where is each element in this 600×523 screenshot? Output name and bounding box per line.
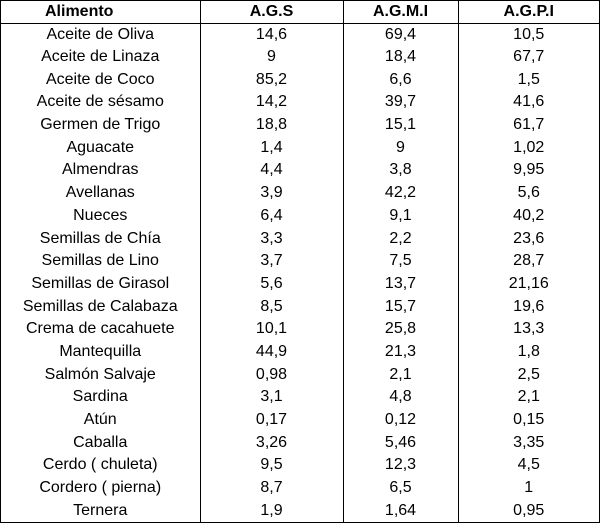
agpi-value-cell: 1,5 (458, 68, 599, 91)
table-row (1, 499, 599, 522)
agmi-value-cell: 0,12 (343, 409, 458, 432)
ags-value-cell: 3,3 (200, 227, 343, 250)
table-row (1, 46, 599, 69)
agmi-value-cell: 5,46 (343, 431, 458, 454)
food-name-cell: Atún (83, 411, 117, 429)
agpi-value-cell: 19,6 (458, 295, 599, 318)
agmi-value-cell: 2,1 (343, 363, 458, 386)
food-name-cell: Aceite de Linaza (41, 48, 160, 66)
agmi-value-cell: 42,2 (343, 182, 458, 205)
agpi-value-cell: 9,95 (458, 159, 599, 182)
food-name-cell: Aceite de Coco (45, 70, 155, 88)
agpi-value-cell: 41,6 (458, 91, 599, 114)
agpi-value-cell: 23,6 (458, 227, 599, 250)
agpi-value-cell: 10,5 (458, 23, 599, 46)
ags-value-cell: 14,2 (200, 91, 343, 114)
food-name-cell: Aceite de sésamo (36, 93, 164, 111)
ags-value-cell: 0,98 (200, 363, 343, 386)
agmi-value-cell: 9,1 (343, 205, 458, 228)
agmi-value-cell: 13,7 (343, 273, 458, 296)
agmi-value-cell: 69,4 (343, 23, 458, 46)
ags-value-cell: 8,7 (200, 477, 343, 500)
food-name-cell: Semillas de Girasol (31, 274, 170, 292)
ags-value-cell: 14,6 (200, 23, 343, 46)
agpi-value-cell: 1,8 (458, 341, 599, 364)
ags-value-cell: 5,6 (200, 273, 343, 296)
ags-value-cell: 9,5 (200, 454, 343, 477)
table-row (1, 205, 599, 228)
agpi-value-cell: 1 (458, 477, 599, 500)
table-body (1, 23, 599, 522)
table-row (1, 386, 599, 409)
agmi-value-cell: 25,8 (343, 318, 458, 341)
table-row (1, 363, 599, 386)
table-row (1, 114, 599, 137)
table-row (1, 477, 599, 500)
ags-value-cell: 3,9 (200, 182, 343, 205)
table-row (1, 23, 599, 46)
food-name-cell: Aceite de Oliva (46, 25, 155, 43)
food-name-cell: Cordero ( pierna) (39, 479, 162, 497)
food-name-cell: Semillas de Calabaza (22, 297, 178, 315)
ags-value-cell: 6,4 (200, 205, 343, 228)
table-row (1, 227, 599, 250)
agmi-value-cell: 18,4 (343, 46, 458, 69)
fat-composition-table (1, 1, 599, 522)
agmi-value-cell: 4,8 (343, 386, 458, 409)
table-row (1, 273, 599, 296)
food-name-cell: Mantequilla (59, 342, 142, 360)
ags-value-cell: 10,1 (200, 318, 343, 341)
food-name-cell: Almendras (62, 161, 139, 179)
agpi-value-cell: 5,6 (458, 182, 599, 205)
agpi-value-cell: 40,2 (458, 205, 599, 228)
food-name-cell: Semillas de Lino (41, 252, 159, 270)
agmi-value-cell: 39,7 (343, 91, 458, 114)
agpi-value-cell: 28,7 (458, 250, 599, 273)
agpi-value-cell: 2,1 (458, 386, 599, 409)
header-ags: A.G.S (200, 1, 343, 23)
ags-value-cell: 1,4 (200, 136, 343, 159)
agpi-value-cell: 3,35 (458, 431, 599, 454)
ags-value-cell: 85,2 (200, 68, 343, 91)
agmi-value-cell: 15,7 (343, 295, 458, 318)
agpi-value-cell: 67,7 (458, 46, 599, 69)
agmi-value-cell: 15,1 (343, 114, 458, 137)
ags-value-cell: 3,26 (200, 431, 343, 454)
food-name-cell: Nueces (73, 206, 128, 224)
food-name-cell: Cerdo ( chuleta) (42, 456, 158, 474)
agmi-value-cell: 21,3 (343, 341, 458, 364)
table-row (1, 159, 599, 182)
ags-value-cell: 3,1 (200, 386, 343, 409)
ags-value-cell: 18,8 (200, 114, 343, 137)
agpi-value-cell: 61,7 (458, 114, 599, 137)
table-header (1, 1, 599, 23)
food-name-cell: Caballa (73, 433, 128, 451)
header-agmi: A.G.M.I (343, 1, 458, 23)
food-name-cell: Semillas de Chía (39, 229, 161, 247)
table-row (1, 182, 599, 205)
table-row (1, 341, 599, 364)
agpi-value-cell: 4,5 (458, 454, 599, 477)
agpi-value-cell: 1,02 (458, 136, 599, 159)
header-agpi: A.G.P.I (458, 1, 599, 23)
food-name-cell: Aguacate (66, 138, 135, 156)
table-row (1, 431, 599, 454)
table-row (1, 454, 599, 477)
agpi-value-cell: 2,5 (458, 363, 599, 386)
agmi-value-cell: 7,5 (343, 250, 458, 273)
agmi-value-cell: 12,3 (343, 454, 458, 477)
agmi-value-cell: 2,2 (343, 227, 458, 250)
food-name-cell: Germen de Trigo (40, 116, 161, 134)
table-row (1, 409, 599, 432)
ags-value-cell: 4,4 (200, 159, 343, 182)
agmi-value-cell: 9 (343, 136, 458, 159)
header-alimento: Alimento (1, 1, 200, 23)
ags-value-cell: 0,17 (200, 409, 343, 432)
food-name-cell: Ternera (73, 501, 128, 519)
table-row (1, 318, 599, 341)
table-row (1, 295, 599, 318)
agpi-value-cell: 0,15 (458, 409, 599, 432)
agmi-value-cell: 3,8 (343, 159, 458, 182)
agpi-value-cell: 21,16 (458, 273, 599, 296)
table-row (1, 68, 599, 91)
agpi-value-cell: 13,3 (458, 318, 599, 341)
ags-value-cell: 8,5 (200, 295, 343, 318)
ags-value-cell: 1,9 (200, 499, 343, 522)
table-row (1, 136, 599, 159)
header-row (1, 1, 599, 23)
table-row (1, 91, 599, 114)
agmi-value-cell: 6,6 (343, 68, 458, 91)
food-name-cell: Avellanas (65, 184, 135, 202)
ags-value-cell: 44,9 (200, 341, 343, 364)
food-name-cell: Sardina (72, 388, 128, 406)
food-name-cell: Salmón Salvaje (44, 365, 156, 383)
table-row (1, 250, 599, 273)
ags-value-cell: 3,7 (200, 250, 343, 273)
ags-value-cell: 9 (200, 46, 343, 69)
agmi-value-cell: 6,5 (343, 477, 458, 500)
food-name-cell: Crema de cacahuete (25, 320, 175, 338)
agpi-value-cell: 0,95 (458, 499, 599, 522)
agmi-value-cell: 1,64 (343, 499, 458, 522)
